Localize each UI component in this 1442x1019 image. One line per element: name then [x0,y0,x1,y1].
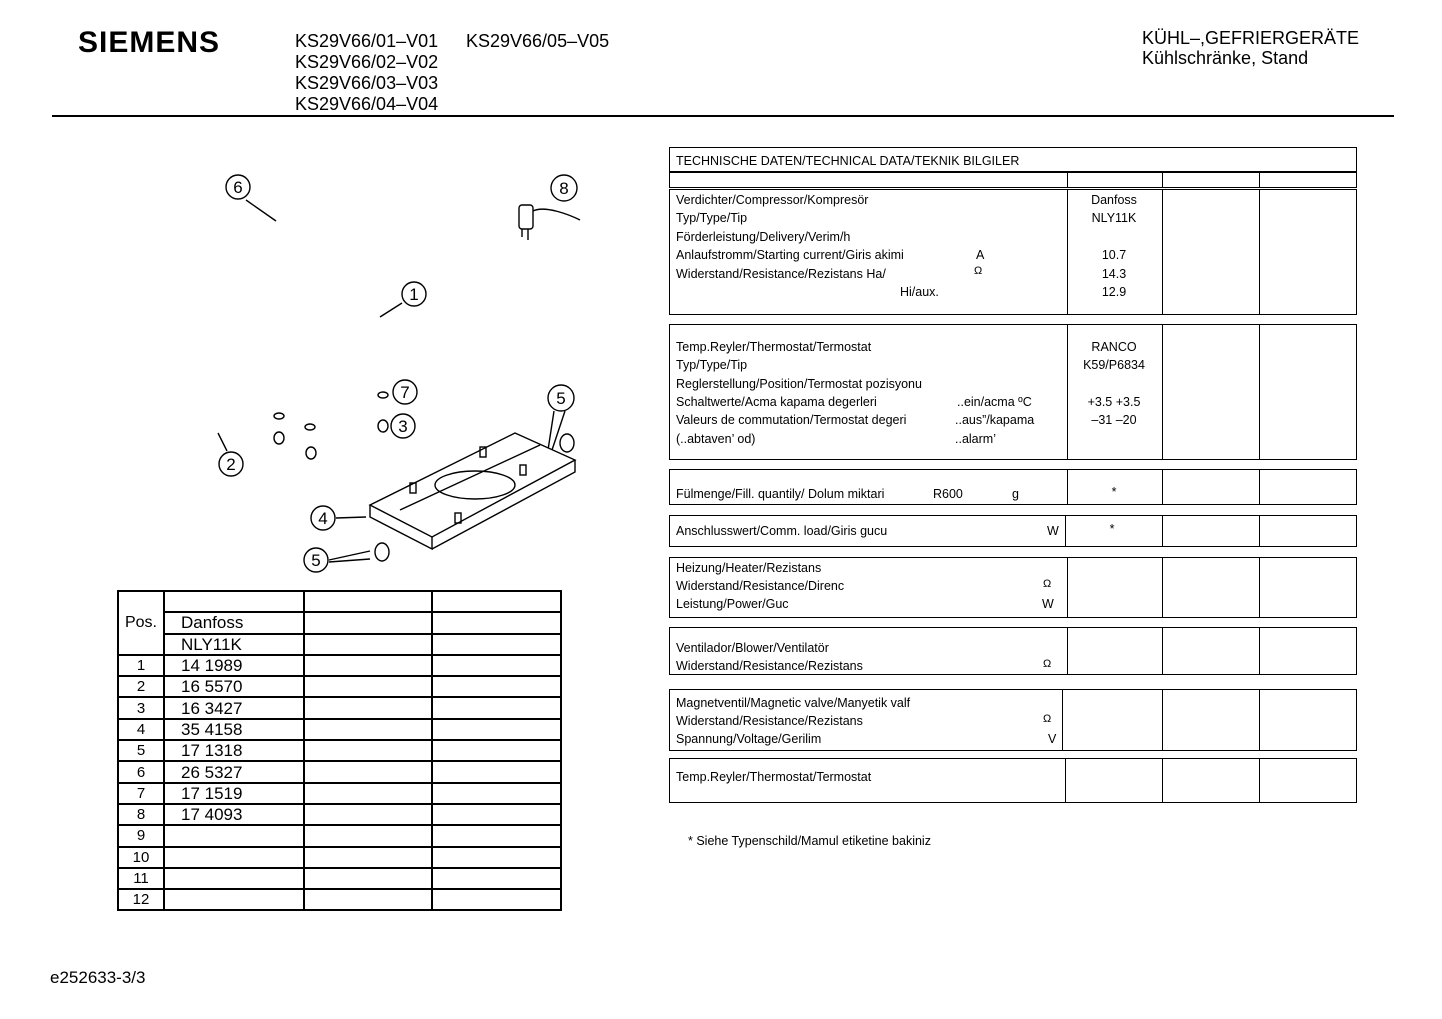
table-row: 4 35 4158 [118,719,561,740]
callout-label: 4 [318,509,328,528]
header-divider [52,115,1394,117]
category-subtitle: Kühlschränke, Stand [1142,48,1309,68]
tech-title-box [669,147,1357,172]
model-list-2 [466,31,609,52]
callout-label: 5 [311,551,321,570]
model-number: KS29V66/02–V02 [295,52,439,72]
callout-label: 7 [400,383,410,402]
callout-label: 2 [226,455,236,474]
table-row: 2 16 5570 [118,676,561,697]
tech-header-row [669,172,1357,188]
table-row: 3 16 3427 [118,697,561,718]
tech-title: TECHNISCHE DATEN/TECHNICAL DATA/TEKNIK BILGILER [676,154,1020,168]
table-row: 7 17 1519 [118,783,561,804]
model-number: KS29V66/03–V03 [295,73,439,93]
model-number: KS29V66/04–V04 [295,94,439,114]
load-section: Anschlusswert/Comm. load/Giris gucu W * [669,515,1357,547]
valve-section: Magnetventil/Magnetic valve/Manyetik valf Widerstand/Resistance/Rezistans Spannung/Voltage/Gerilim Ω V [669,689,1357,751]
callout-label: 5 [556,389,566,408]
brand-logo: SIEMENS [78,26,221,59]
ohm-icon: Ω [1043,578,1052,590]
thermostat-section: Temp.Reyler/Thermostat/Termostat Typ/Type/Tip Reglerstellung/Position/Termostat pozisyonu Schaltwerte/Acma kapama degerleri Valeurs de commutation/Termostat degeri (..abtaven’ od) ..ein/acma ºC ..aus”/kapama ..alarm’ RANCO K59/P6834 +3.5 +3.5 –31 –20 [669,324,1357,460]
callout-label: 8 [559,179,569,198]
table-row: 8 17 4093 [118,804,561,825]
ohm-icon: Ω [1043,713,1052,725]
capacitor-part [519,205,580,240]
document-id: e252633-3/3 [50,968,146,987]
document-category [1142,28,1359,68]
pos-header: Pos. [118,591,164,655]
table-row: 1 14 1989 [118,655,561,676]
blower-section: Ventilador/Blower/Ventilatör Widerstand/Resistance/Rezistans Ω [669,627,1357,675]
table-row: 11 [118,868,561,889]
table-row: 6 26 5327 [118,761,561,782]
fill-section: Fülmenge/Fill. quantily/ Dolum miktari R600 g * [669,469,1357,505]
table-row: 10 [118,847,561,868]
callout-label: 6 [233,178,243,197]
ohm-icon: Ω [974,265,983,277]
table-row: 9 [118,825,561,846]
compressor-section: Verdichter/Compressor/Kompresör Typ/Type/Tip Förderleistung/Delivery/Verim/h Anlaufstromm/Starting current/Giris akimi A Widerstand/Resistance/Rezistans Ha/ Ω Hi/aux. Danfoss NLY11K 10.7 14.3 12.9 [669,189,1357,315]
heater-section: Heizung/Heater/Rezistans Widerstand/Resistance/Direnc Leistung/Power/Guc Ω W [669,557,1357,618]
footnote: * Siehe Typenschild/Mamul etiketine bakiniz [688,834,931,848]
mounting-bracket-part [370,433,575,549]
table-row: 5 17 1318 [118,740,561,761]
exploded-parts-diagram [180,165,600,585]
thermostat2-section: Temp.Reyler/Thermostat/Termostat [669,758,1357,803]
ohm-icon: Ω [1043,658,1052,670]
table-row: 12 [118,889,561,910]
model-list-1 [295,31,438,115]
manufacturer-cell: Danfoss [164,612,304,633]
category-title: KÜHL–,GEFRIERGERÄTE [1142,28,1360,48]
callout-label: 3 [398,417,408,436]
model-cell: NLY11K [164,634,304,655]
model-number: KS29V66/01–V01 [295,31,439,51]
model-number: KS29V66/05–V05 [466,31,610,51]
parts-table [117,590,562,911]
callout-label: 1 [409,285,419,304]
